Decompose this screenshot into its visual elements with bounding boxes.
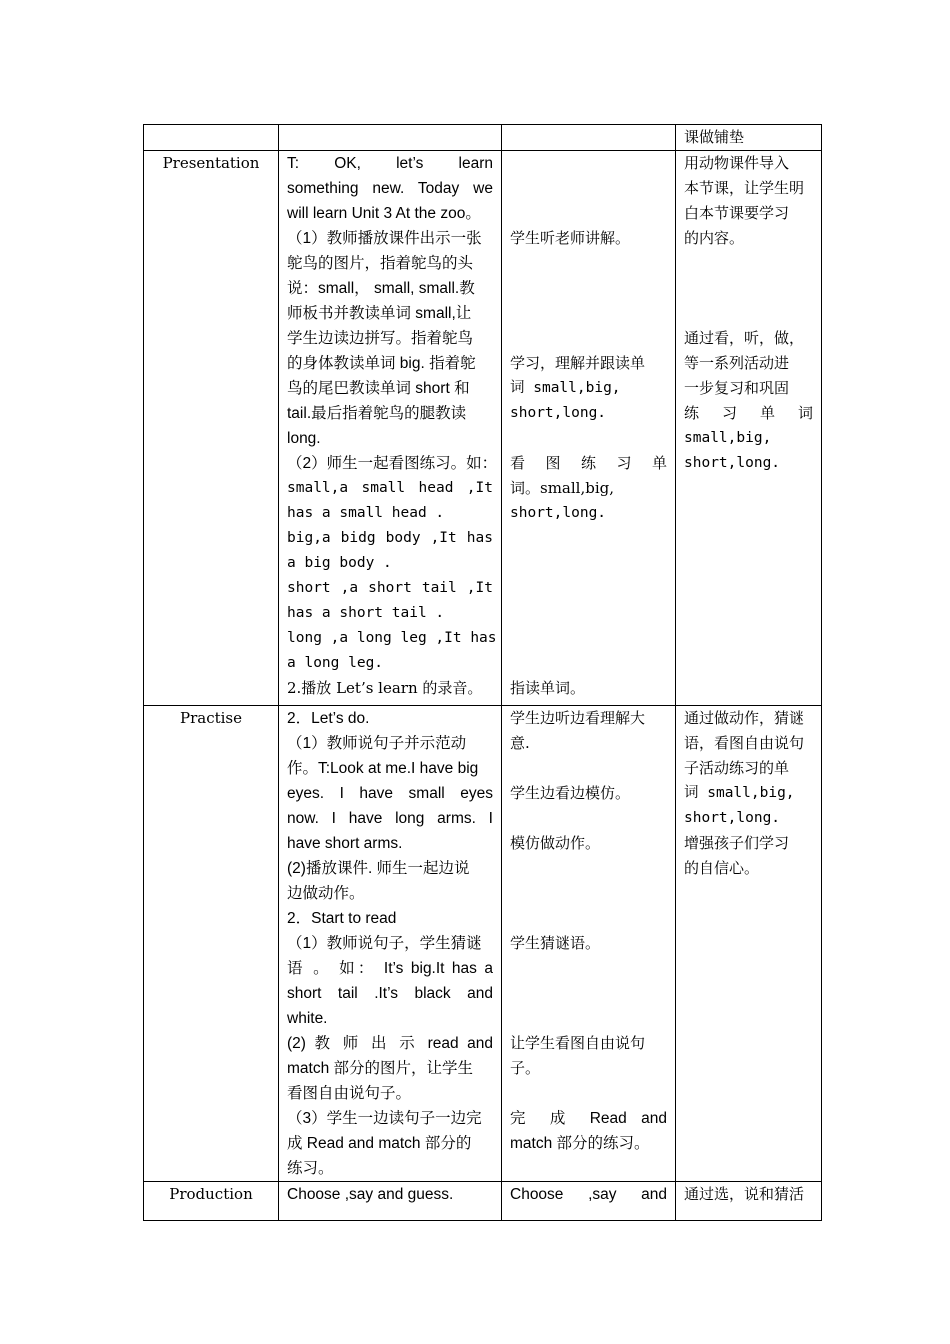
text-line: T: OK, let’s learn [287, 155, 493, 172]
text-line: 2．Let’s do. [287, 710, 370, 727]
text-line: 看 图 练 习 单 [510, 454, 667, 472]
text-line: short,long. [510, 505, 607, 521]
text-line: short tail .It’s black and [287, 985, 493, 1002]
text-line: short,long. [510, 405, 607, 421]
text-line: 作。T:Look at me.I have big [287, 760, 479, 777]
text-line: (2) 教 师 出 示 read and [287, 1035, 493, 1052]
text-line: （1）教师说句子并示范动 [287, 735, 467, 752]
text-line: 指读单词。 [510, 679, 586, 697]
table-row [144, 706, 822, 1182]
text-line: 一步复习和巩固 [684, 379, 790, 397]
text-line: 学生听老师讲解。 [510, 229, 631, 247]
text-line: 鸟的尾巴教读单词 short 和 [287, 380, 470, 397]
text-line: 子。 [510, 1059, 541, 1077]
text-line: 学习，理解并跟读单 [510, 354, 646, 372]
text-line: 意. [510, 734, 530, 752]
text-line: 词 small,big, [510, 380, 621, 396]
text-line: have short arms. [287, 835, 403, 852]
text-line: 通过做动作，猜谜 [684, 709, 805, 727]
text-line: 语，看图自由说句 [684, 734, 805, 752]
text-line: 2.播放 Let’s learn 的录音。 [287, 679, 483, 697]
text-line: long. [287, 430, 321, 447]
text-line: small,a small head ,It [287, 480, 493, 496]
text-line: has a small head . [287, 505, 445, 521]
text-line: match 部分的练习。 [510, 1135, 650, 1152]
text-line: short,long. [684, 455, 781, 471]
text-line: 词 small,big, [684, 785, 795, 801]
text-line: small,big, [684, 430, 772, 446]
text-line: Choose ,say and guess. [287, 1186, 454, 1203]
cell-blank [279, 125, 502, 151]
text-line: has a short tail . [287, 605, 445, 621]
text-line: 的内容。 [684, 229, 745, 247]
text-line: 语 。 如： It’s big.It has a [287, 960, 493, 977]
purpose-cell [676, 1182, 822, 1221]
text-line: tail.最后指着鸵鸟的腿教读 [287, 405, 467, 422]
student-activity-cell [502, 151, 676, 706]
text-line: 等一系列活动进 [684, 354, 790, 372]
text-line: 模仿做动作。 [510, 834, 601, 852]
text-line: 增强孩子们学习 [684, 834, 790, 852]
text-line: 本节课，让学生明 [684, 179, 805, 197]
text-line: something new. Today we [287, 180, 493, 197]
text-line: （1）教师播放课件出示一张 [287, 230, 482, 247]
student-activity-cell [502, 706, 676, 1182]
text-line: long ,a long leg ,It has [287, 630, 497, 646]
text-line: short,long. [684, 810, 781, 826]
text-line: 成 Read and match 部分的 [287, 1135, 472, 1152]
cell-blank [144, 125, 279, 151]
text-line: 的自信心。 [684, 859, 760, 877]
text-line: （3）学生一边读句子一边完 [287, 1110, 482, 1127]
text-line: 学生边看边模仿。 [510, 784, 631, 802]
text-line: match 部分的图片，让学生 [287, 1060, 474, 1077]
text-line: 说：small， small, small.教 [287, 280, 475, 297]
text-line: big,a bidg body ,It has [287, 530, 493, 546]
text-line: 完 成 Read and [510, 1110, 667, 1127]
table-row [144, 151, 822, 706]
text-line: 学生猜谜语。 [510, 934, 601, 952]
teacher-activity-cell [279, 706, 502, 1182]
table-row [144, 125, 822, 151]
text-line: (2)播放课件. 师生一起边说 [287, 860, 470, 877]
text-line: 通过选，说和猜活 [684, 1185, 805, 1203]
stage-label: Practise [144, 706, 279, 1182]
student-activity-cell [502, 1182, 676, 1221]
text-line: 鸵鸟的图片，指着鸵鸟的头 [287, 255, 474, 272]
table-row [144, 1182, 822, 1221]
text-line: short ,a short tail ,It [287, 580, 493, 596]
text-line: 练习。 [287, 1160, 334, 1177]
text-line: 学生边读边拼写。指着鸵鸟 [287, 330, 474, 347]
purpose-cell: 课做铺垫 [676, 125, 822, 151]
text-line: 边做动作。 [287, 885, 365, 902]
text-line: eyes. I have small eyes [287, 785, 493, 802]
purpose-cell [676, 706, 822, 1182]
text-line: 看图自由说句子。 [287, 1085, 412, 1102]
text-line: now. I have long arms. I [287, 810, 493, 827]
text-line: 练 习 单 词 [684, 404, 813, 422]
text-line: （1）教师说句子，学生猜谜 [287, 935, 482, 952]
teacher-activity-cell [279, 151, 502, 706]
purpose-cell [676, 151, 822, 706]
stage-label: Presentation [144, 151, 279, 706]
text-line: （2）师生一起看图练习。如： [287, 455, 498, 472]
text-line: a long leg. [287, 655, 384, 671]
cell-blank [502, 125, 676, 151]
text-line: 词。small,big, [510, 479, 614, 497]
text-line: 白本节课要学习 [684, 204, 790, 222]
text-line: 学生边听边看理解大 [510, 709, 646, 727]
text-line: 师板书并教读单词 small,让 [287, 305, 472, 322]
text-line: a big body . [287, 555, 392, 571]
text-line: will learn Unit 3 At the zoo。 [287, 205, 481, 222]
stage-label: Production [144, 1182, 279, 1221]
text-line: white. [287, 1010, 328, 1027]
text-line: 通过看，听，做， [684, 329, 805, 347]
text-line: Choose ,say and [510, 1186, 667, 1203]
teacher-activity-cell [279, 1182, 502, 1221]
text-line: 的身体教读单词 big. 指着鸵 [287, 355, 476, 372]
text-line: 2．Start to read [287, 910, 397, 927]
text-line: 子活动练习的单 [684, 759, 790, 777]
lesson-plan-table [143, 124, 822, 1221]
text-line: 用动物课件导入 [684, 154, 790, 172]
text-line: 让学生看图自由说句 [510, 1034, 646, 1052]
